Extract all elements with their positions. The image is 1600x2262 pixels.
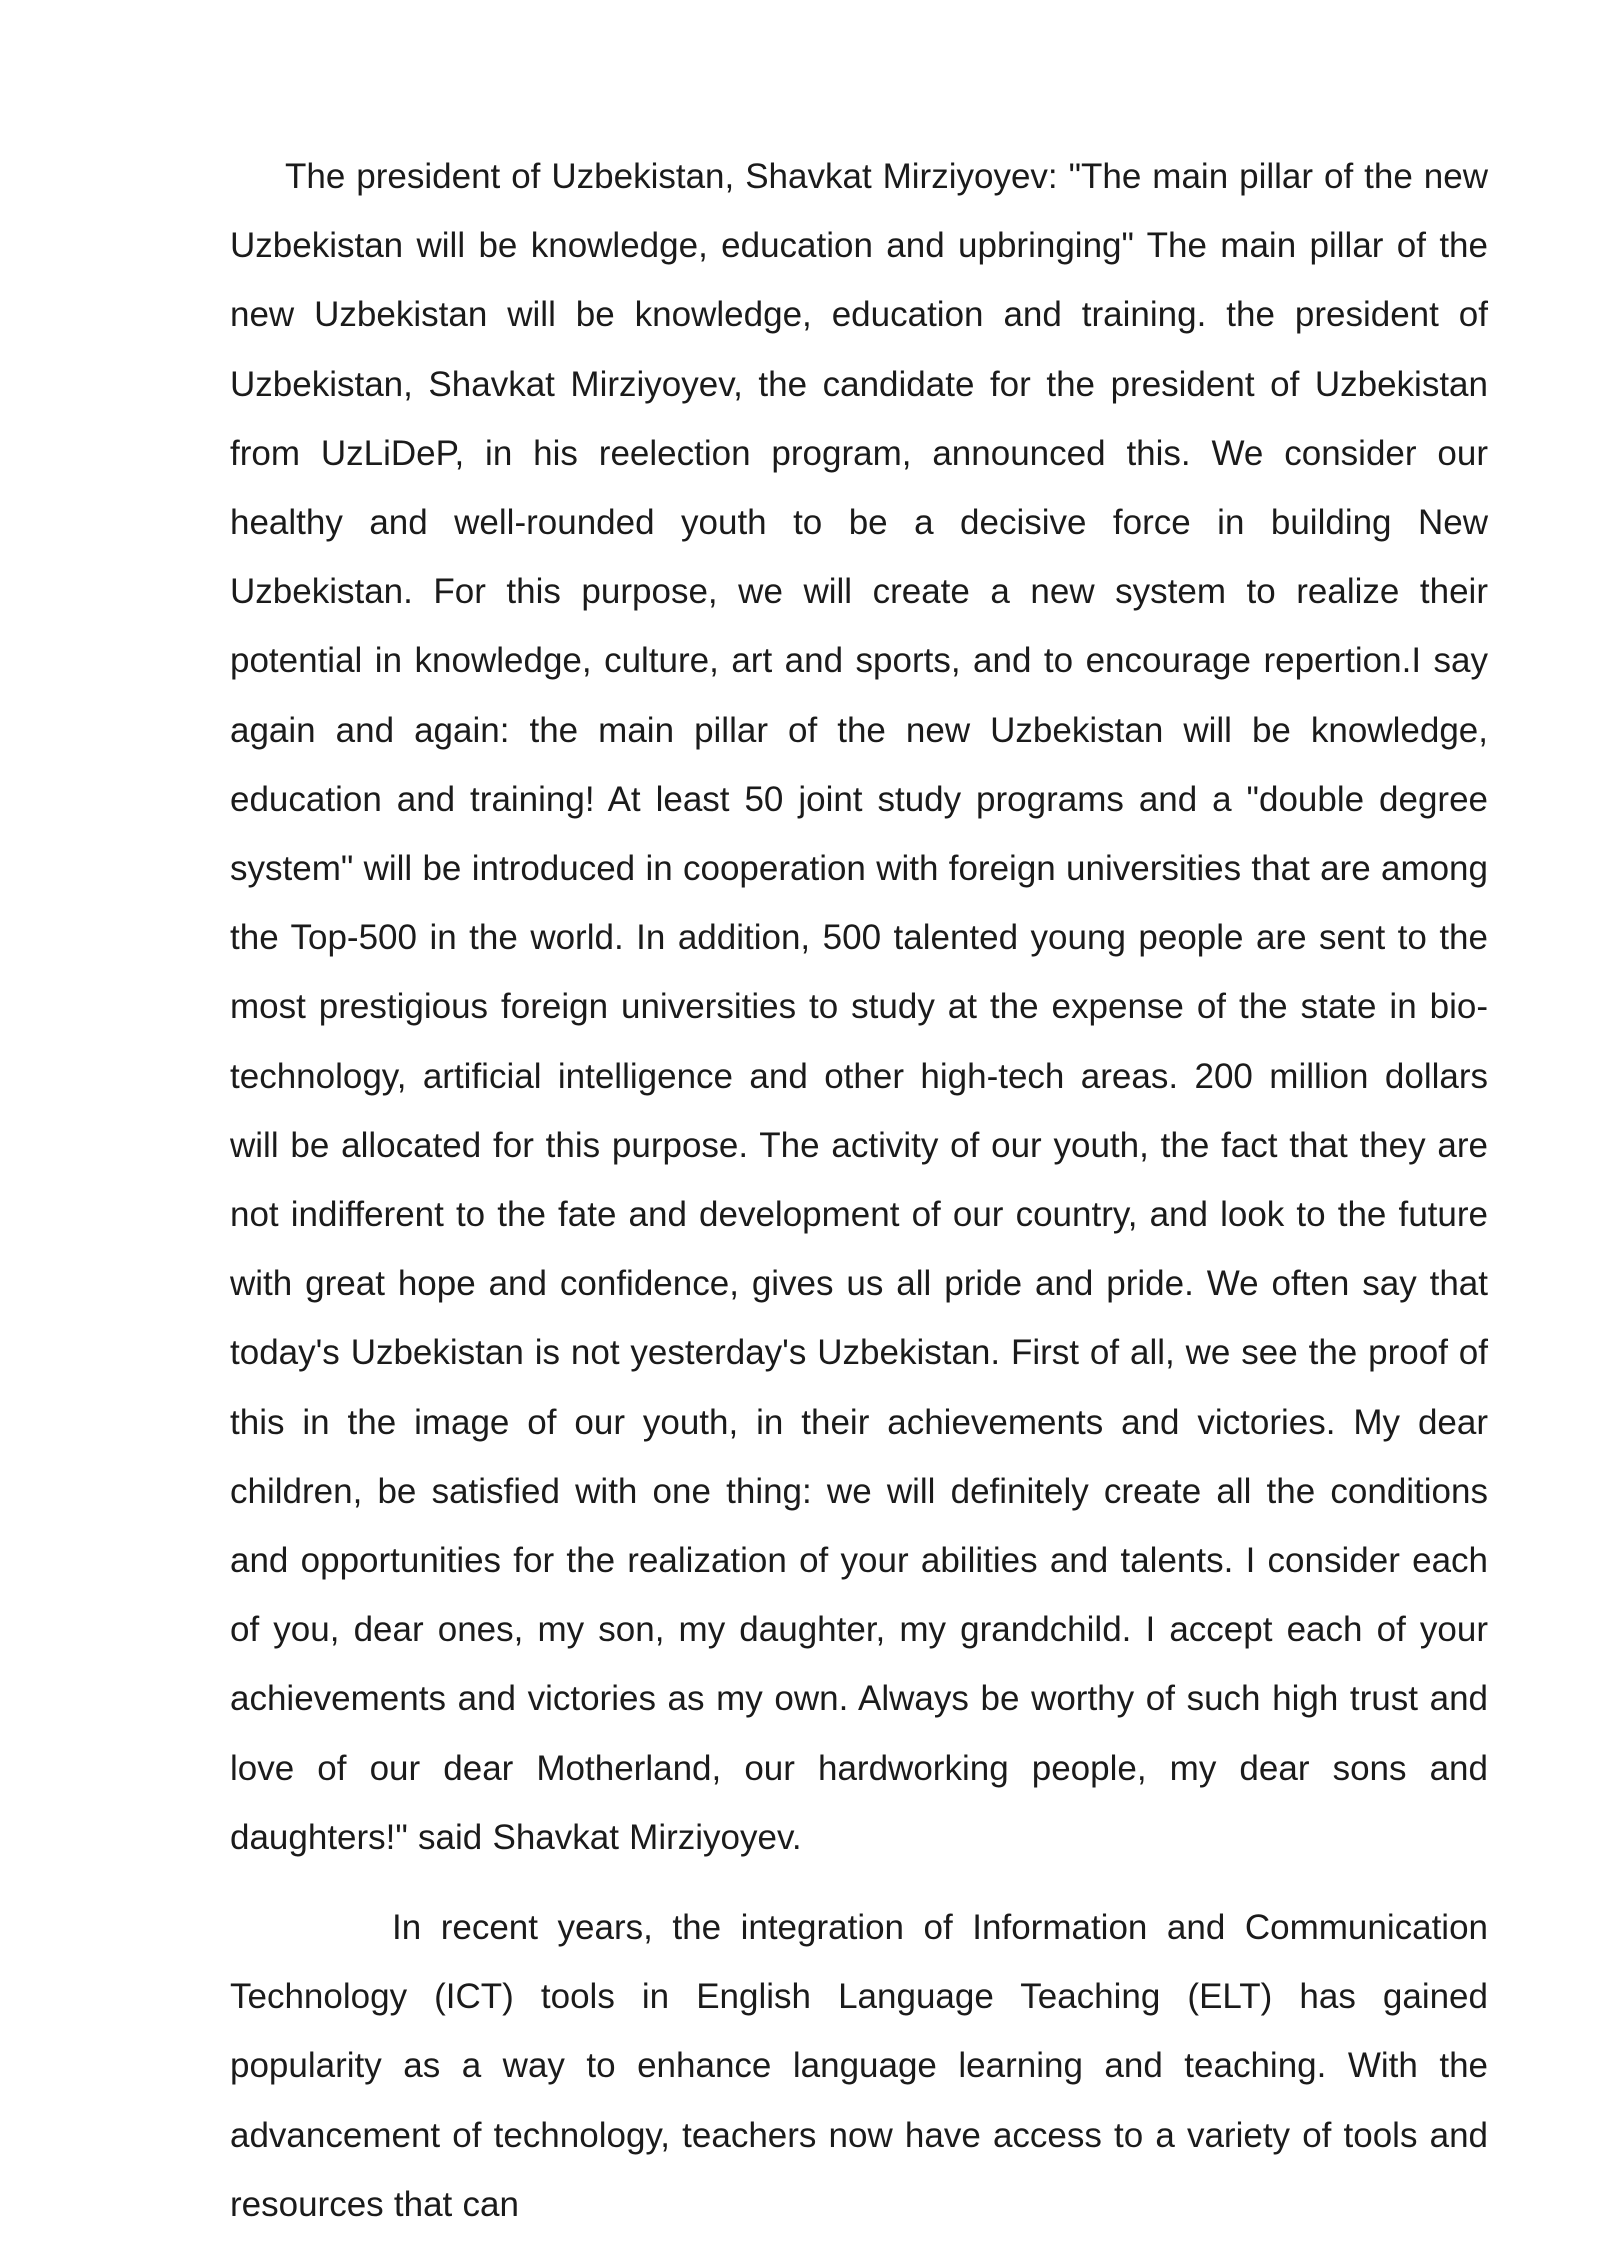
paragraph-ict-in-elt: In recent years, the integration of Information and Communication Technology (ICT) tools in English Language Teaching (ELT) has gained popularity as a way to enhance language learning and teaching. With the advancement of technology, teachers now have access to a variety of tools and resources that can (230, 1908, 1488, 2224)
document-body (230, 142, 1488, 2239)
paragraph-president-speech: The president of Uzbekistan, Shavkat Mirziyoyev: "The main pillar of the new Uzbekistan will be knowledge, education and upbringing" The main pillar of the new Uzbekistan will be knowledge, education and training. the president of Uzbekistan, Shavkat Mirziyoyev, the candidate for the president of Uzbekistan from UzLiDeP, in his reelection program, announced this. We consider our healthy and well-rounded youth to be a decisive force in building New Uzbekistan. For this purpose, we will create a new system to realize their potential in knowledge, culture, art and sports, and to encourage repertion.I say again and again: the main pillar of the new Uzbekistan will be knowledge, education and training! At least 50 joint study programs and a "double degree system" will be introduced in cooperation with foreign universities that are among the Top-500 in the world. In addition, 500 talented young people are sent to the most prestigious foreign universities to study at the expense of the state in bio-technology, artificial intelligence and other high-tech areas. 200 million dollars will be allocated for this purpose. The activity of our youth, the fact that they are not indifferent to the fate and development of our country, and look to the future with great hope and confidence, gives us all pride and pride. We often say that today's Uzbekistan is not yesterday's Uzbekistan. First of all, we see the proof of this in the image of our youth, in their achievements and victories. My dear children, be satisfied with one thing: we will definitely create all the conditions and opportunities for the realization of your abilities and talents. I consider each of you, dear ones, my son, my daughter, my grandchild. I accept each of your achievements and victories as my own. Always be worthy of such high trust and love of our dear Motherland, our hardworking people, my dear sons and daughters!" said Shavkat Mirziyoyev. (230, 157, 1488, 1857)
